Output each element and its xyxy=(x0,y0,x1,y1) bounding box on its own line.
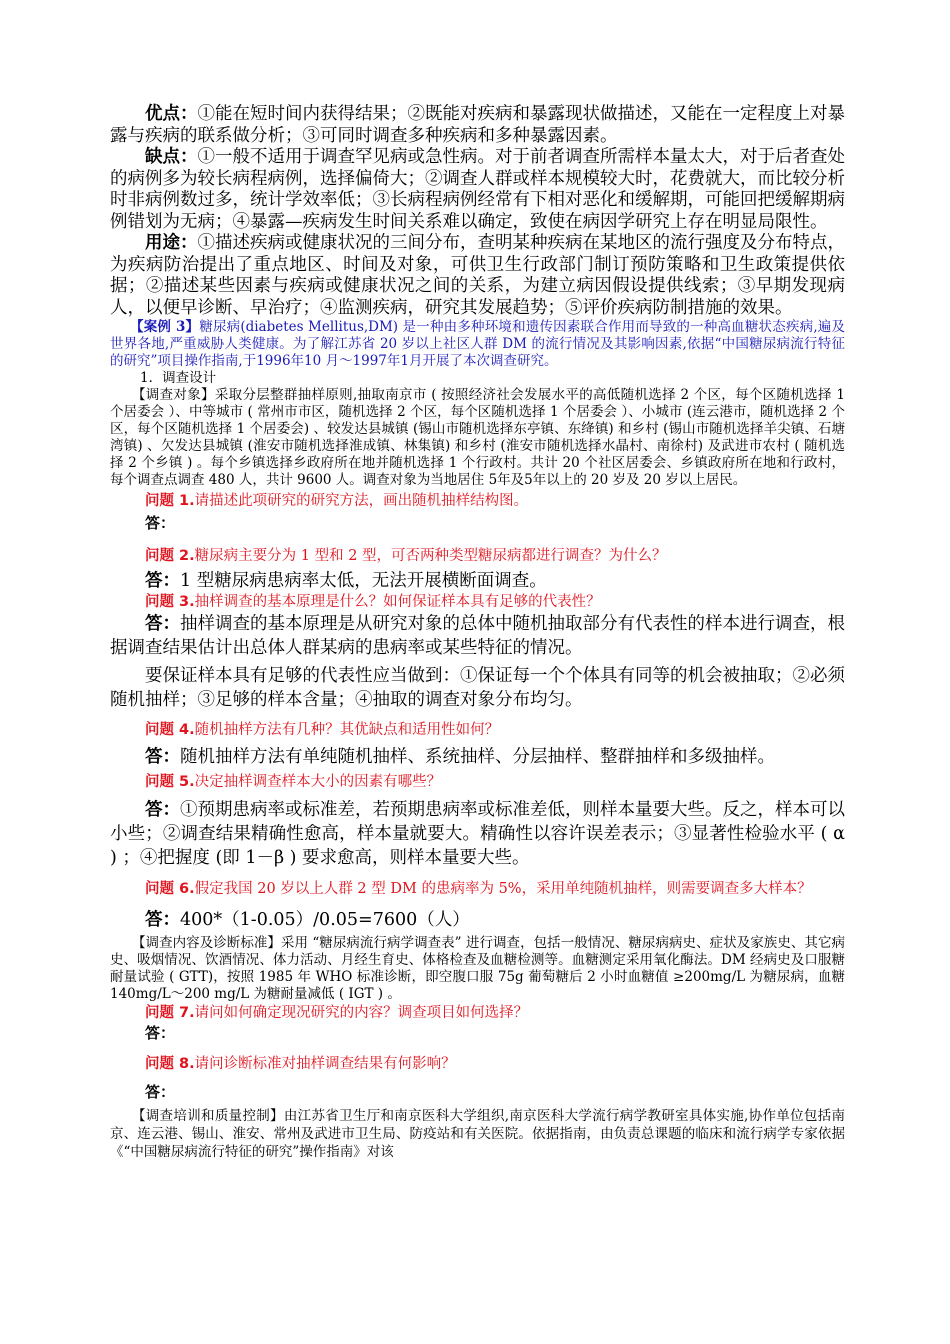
question-5-label: 问题 5. xyxy=(145,774,195,790)
question-2-label: 问题 2. xyxy=(145,548,195,564)
answer-3 xyxy=(110,612,845,660)
design-heading: 1．调查设计 xyxy=(140,370,217,386)
use-text: ①描述疾病或健康状况的三间分布，查明某种疾病在某地区的流行强度及分布特点，为疾病防治提出了重点地区、时间及对象，可供卫生行政部门制订预防策略和卫生政策提供依据；②描述某些因素与疾病或健康状况之间的关系，为建立病因假设提供线索；③早期发现病人，以便早诊断、早治疗；④监测疾病，研究其发展趋势；⑤评价疾病防制措施的效果。 xyxy=(110,233,845,318)
question-1 xyxy=(110,491,845,511)
answer-3-part-2: 要保证样本具有足够的代表性应当做到：①保证每一个个体具有同等的机会被抽取；②必须随机抽样；③足够的样本含量；④抽取的调查对象分布均匀。 xyxy=(110,666,845,710)
question-7 xyxy=(110,1003,845,1023)
question-6 xyxy=(110,876,845,903)
cons-paragraph xyxy=(110,147,845,233)
question-4 xyxy=(110,720,845,740)
question-3-text: 抽样调查的基本原理是什么？如何保证样本具有足够的代表性？ xyxy=(194,594,601,610)
question-3-label: 问题 3. xyxy=(145,594,195,610)
question-1-label: 问题 1. xyxy=(145,493,195,509)
answer-2 xyxy=(110,570,845,592)
question-1-text: 请描述此项研究的研究方法，画出随机抽样结构图。 xyxy=(194,493,529,509)
answer-4-text: 随机抽样方法有单纯随机抽样、系统抽样、分层抽样、整群抽样和多级抽样。 xyxy=(180,747,775,767)
pros-paragraph xyxy=(110,104,845,147)
question-7-label: 问题 7. xyxy=(145,1005,195,1021)
question-4-text: 随机抽样方法有几种？其优缺点和适用性如何？ xyxy=(194,722,500,738)
case-text: 糖尿病(diabetes Mellitus,DM) 是一种由多种环境和遗传因素联合作用而导致的一种高血糖状态疾病,遍及世界各地,严重威胁人类健康。为了解江苏省 20 岁以上社区人群 DM 的流行情况及其影响因素,依据“中国糖尿病流行特征的研究”项目操作指南,于1996年10 月～1997年1月开展了本次调查研究。 xyxy=(110,319,846,369)
answer-4-label: 答： xyxy=(145,747,180,767)
document-page xyxy=(110,104,845,1161)
cons-label: 缺点： xyxy=(145,147,198,167)
answer-1-label: 答： xyxy=(145,514,176,532)
question-8-text: 请问诊断标准对抽样调查结果有何影响？ xyxy=(194,1056,456,1072)
answer-3-label: 答： xyxy=(145,614,180,634)
question-7-text: 请问如何确定现况研究的内容？调查项目如何选择？ xyxy=(194,1005,529,1021)
question-8-label: 问题 8. xyxy=(145,1056,195,1072)
answer-1 xyxy=(110,513,845,534)
question-8 xyxy=(110,1054,845,1074)
pros-text: ①能在短时间内获得结果；②既能对疾病和暴露现状做描述，又能在一定程度上对暴露与疾病的联系做分析；③可同时调查多种疾病和多种暴露因素。 xyxy=(110,104,845,146)
cons-text: ①一般不适用于调查罕见病或急性病。对于前者调查所需样本量太大，对于后者查处的病例多为较长病程病例，选择偏倚大；②调查人群或样本规模较大时，花费就大，而比较分析时非病例数过多，统计学效率低；③长病程病例经常有下相对恶化和缓解期，可能回把缓解期病例错划为无病；④暴露—疾病发生时间关系难以确定，致使在病因学研究上存在明显局限性。 xyxy=(110,147,845,232)
question-2 xyxy=(110,546,845,566)
answer-6-label: 答： xyxy=(145,910,180,930)
answer-3-text: 抽样调查的基本原理是从研究对象的总体中随机抽取部分有代表性的样本进行调查，根据调查结果估计出总体人群某病的患病率或某些特征的情况。 xyxy=(110,614,845,658)
use-label: 用途： xyxy=(145,233,198,253)
answer-6 xyxy=(110,909,845,931)
question-2-text: 糖尿病主要分为 1 型和 2 型，可否两种类型糖尿病都进行调查？为什么？ xyxy=(194,548,667,564)
training-paragraph: 【调查培训和质量控制】由江苏省卫生厅和南京医科大学组织,南京医科大学流行病学教研室具体实施,协作单位包括南京、连云港、锡山、淮安、常州及武进市卫生局、防疫站和有关医院。依据指南，由负责总课题的临床和流行病学专家依据《“中国糖尿病流行特征的研究”操作指南》对该 xyxy=(110,1108,845,1160)
pros-label: 优点： xyxy=(145,104,198,124)
use-paragraph xyxy=(110,233,845,319)
content-paragraph: 【调查内容及诊断标准】采用 “糖尿病流行病学调查表” 进行调查，包括一般情况、糖尿病病史、症状及家族史、其它病史、吸烟情况、饮酒情况、体力活动、月经生育史、体格检查及血糖检测等。血糖测定采用氧化酶法。DM 经病史及口服糖耐量试验 ( GTT)，按照 1985 年 WHO 标准诊断，即空腹口服 75g 葡萄糖后 2 小时血糖值 ≥200mg/L 为糖尿病，血糖 140mg/L～200 mg/L 为糖耐量减低 ( IGT ) 。 xyxy=(110,935,845,1002)
question-3 xyxy=(110,592,845,612)
case-paragraph xyxy=(110,319,845,370)
question-6-label: 问题 6. xyxy=(145,881,195,897)
answer-5-label: 答： xyxy=(145,800,180,820)
answer-5 xyxy=(110,798,845,870)
answer-2-label: 答： xyxy=(145,571,180,591)
answer-2-text: 1 型糖尿病患病率太低，无法开展横断面调查。 xyxy=(180,571,547,591)
question-5-text: 决定抽样调查样本大小的因素有哪些？ xyxy=(194,774,442,790)
question-5 xyxy=(110,772,845,792)
answer-8: 答： xyxy=(145,1083,176,1101)
case-label: 【案例 3】 xyxy=(130,319,200,335)
question-4-label: 问题 4. xyxy=(145,722,195,738)
answer-6-text: 400*（1-0.05）/0.05=7600（人） xyxy=(180,910,470,930)
question-6-text: 假定我国 20 岁以上人群 2 型 DM 的患病率为 5%，采用单纯随机抽样，则需要调查多大样本？ xyxy=(194,881,812,897)
answer-4 xyxy=(110,746,845,768)
answer-7: 答： xyxy=(145,1024,176,1042)
subjects-paragraph: 【调查对象】采取分层整群抽样原则,抽取南京市 ( 按照经济社会发展水平的高低随机选择 2 个区，每个区随机选择 1 个居委会 ）、中等城市 ( 常州市市区，随机选择 2 个区，每个区随机选择 1 个居委会 ）、小城市 (连云港市，随机选择 2 个区，每个区随机选择 1 个居委会) 、较发达县城镇 (锡山市随机选择东亭镇、东绛镇) 和乡村 (锡山市随机选择羊尖镇、石塘湾镇) 、欠发达县城镇 (淮安市随机选择淮成镇、林集镇) 和乡村 (淮安市随机选择水晶村、南徐村) 及武进市农村 ( 随机选择 2 个乡镇 ) 。每个乡镇选择乡政府所在地并随机选择 1 个行政村。共计 20 个社区居委会、乡镇政府所在地和行政村，每个调查点调查 480 人，共计 9600 人。调查对象为当地居住 5年及5年以上的 20 岁及 20 岁以上居民。 xyxy=(110,387,845,488)
answer-5-text: ①预期患病率或标准差，若预期患病率或标准差低，则样本量要大些。反之，样本可以小些；②调查结果精确性愈高，样本量就要大。精确性以容许误差表示；③显著性检验水平 ( α ) ；④把握度 (即 1－β ) 要求愈高，则样本量要大些。 xyxy=(110,800,845,868)
